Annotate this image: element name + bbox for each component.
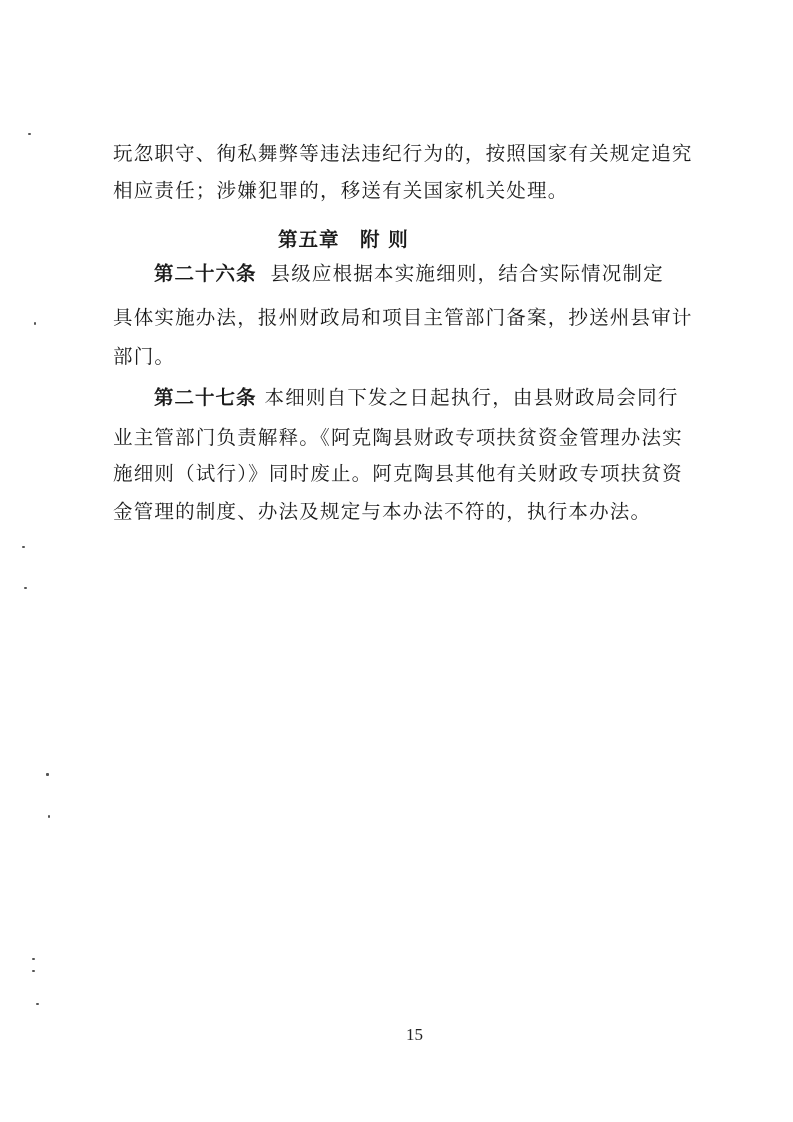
article-26-first-line [154, 262, 664, 286]
paragraph-line: 金管理的制度、办法及规定与本办法不符的，执行本办法。 [113, 500, 652, 523]
paragraph-line: 业主管部门负责解释。《阿克陶县财政专项扶贫资金管理办法实 [113, 426, 683, 449]
scan-mark [22, 546, 25, 548]
article-number: 第二十六条 [154, 262, 257, 285]
scan-mark [48, 815, 50, 818]
scan-mark [46, 773, 49, 776]
chapter-heading: 第五章 附 则 [278, 228, 409, 251]
paragraph-line: 施细则（试行）》同时废止。阿克陶县其他有关财政专项扶贫资 [113, 462, 683, 485]
article-number: 第二十七条 [154, 386, 257, 409]
article-text: 本细则自下发之日起执行，由县财政局会同行 [264, 386, 679, 409]
paragraph-line: 具体实施办法，报州财政局和项目主管部门备案，抄送州县审计 [113, 306, 693, 329]
article-27-first-line [154, 386, 679, 410]
article-text: 县级应根据本实施细则，结合实际情况制定 [270, 262, 664, 285]
scan-mark [28, 133, 31, 135]
page-number: 15 [406, 1025, 423, 1044]
paragraph-line: 玩忽职守、徇私舞弊等违法违纪行为的，按照国家有关规定追究 [113, 142, 693, 165]
paragraph-line: 部门。 [113, 345, 176, 368]
scan-mark [32, 958, 35, 960]
scan-mark [32, 970, 35, 972]
paragraph-line: 相应责任；涉嫌犯罪的，移送有关国家机关处理。 [113, 179, 569, 202]
scan-mark [24, 587, 27, 589]
scan-mark [36, 1003, 39, 1005]
scan-mark [34, 322, 36, 325]
